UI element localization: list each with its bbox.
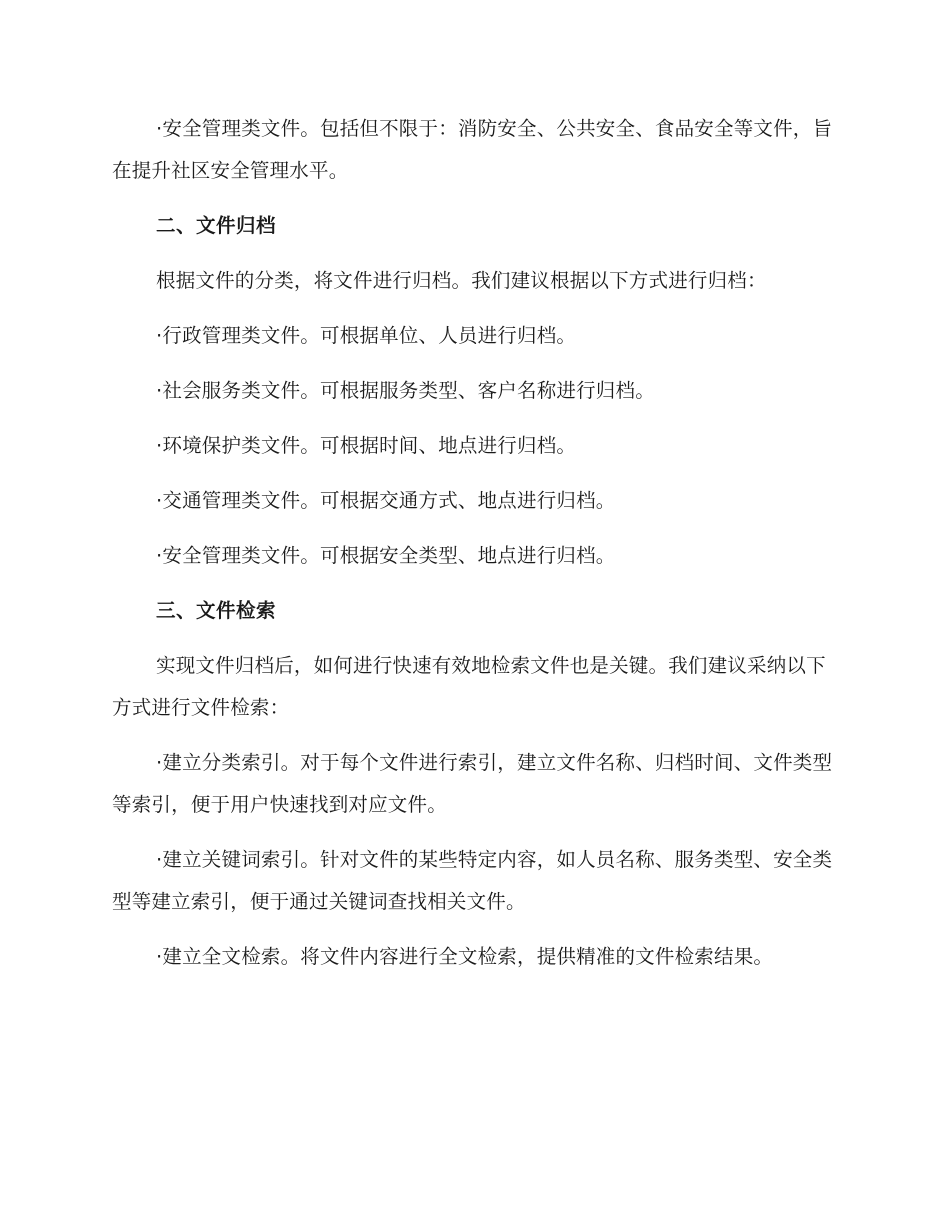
list-item-admin-archiving: ·行政管理类文件。可根据单位、人员进行归档。	[156, 324, 577, 347]
section-heading-retrieval: 三、文件检索	[156, 599, 277, 622]
paragraph-retrieval-intro: 实现文件归档后，如何进行快速有效地检索文件也是关键。我们建议采纳以下方式进行文件检索：	[112, 654, 826, 719]
list-item-keyword-index: ·建立关键词索引。针对文件的某些特定内容，如人员名称、服务类型、安全类型等建立索引，便于通过关键词查找相关文件。	[112, 848, 833, 913]
paragraph-archiving-intro: 根据文件的分类，将文件进行归档。我们建议根据以下方式进行归档：	[156, 269, 767, 292]
list-item-safety-archiving: ·安全管理类文件。可根据安全类型、地点进行归档。	[156, 544, 616, 567]
list-item-service-archiving: ·社会服务类文件。可根据服务类型、客户名称进行归档。	[156, 379, 655, 402]
list-item-traffic-archiving: ·交通管理类文件。可根据交通方式、地点进行归档。	[156, 489, 616, 512]
document-body	[112, 108, 838, 978]
list-item-environment-archiving: ·环境保护类文件。可根据时间、地点进行归档。	[156, 434, 577, 457]
section-heading-archiving: 二、文件归档	[156, 214, 277, 237]
list-item-category-index: ·建立分类索引。对于每个文件进行索引，建立文件名称、归档时间、文件类型等索引，便于用户快速找到对应文件。	[112, 751, 833, 816]
list-item-fulltext-search: ·建立全文检索。将文件内容进行全文检索，提供精准的文件检索结果。	[156, 945, 774, 968]
paragraph-safety-files: ·安全管理类文件。包括但不限于：消防安全、公共安全、食品安全等文件，旨在提升社区安全管理水平。	[112, 117, 833, 182]
